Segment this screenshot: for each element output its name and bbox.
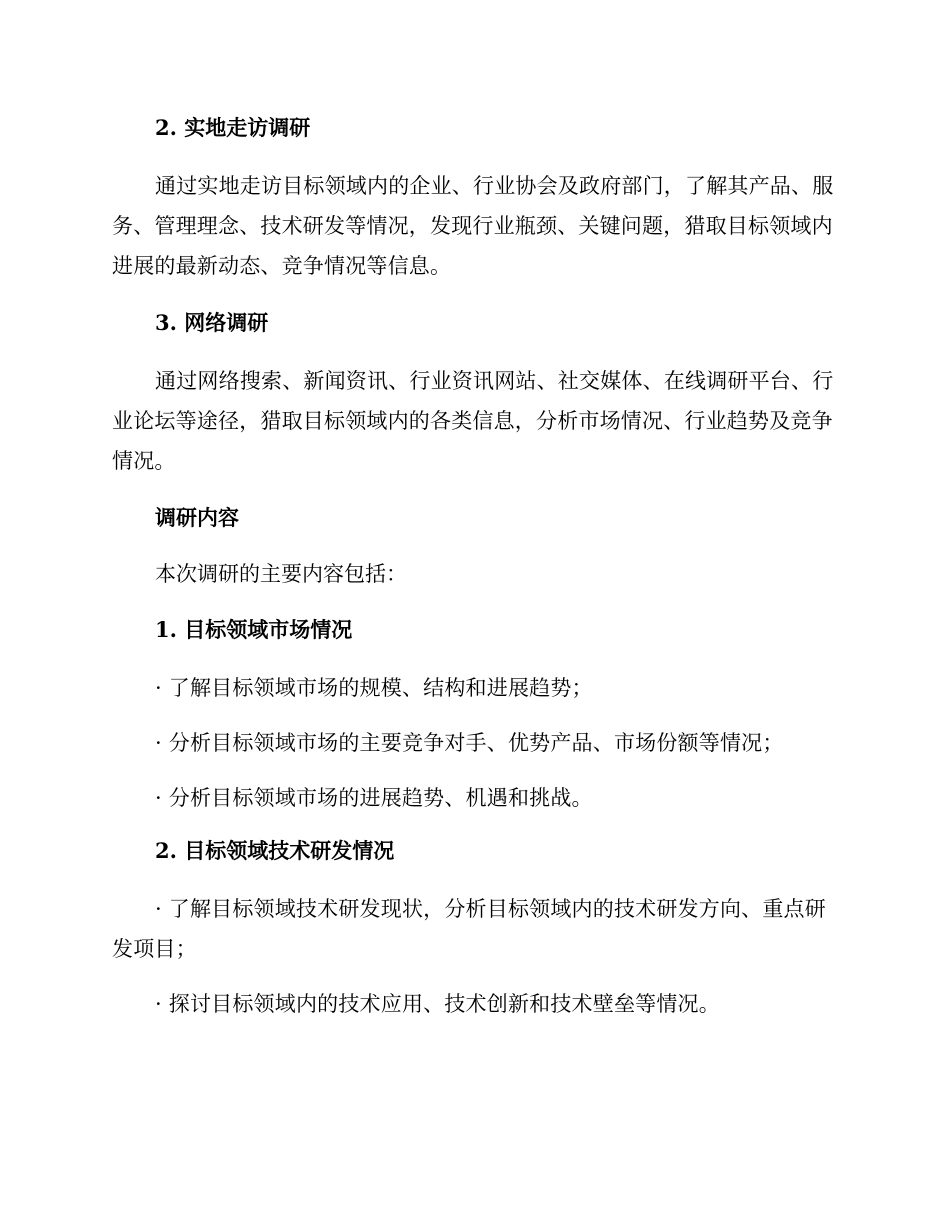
- list-item-tech-2: · 探讨目标领域内的技术应用、技术创新和技术壁垒等情况。: [155, 992, 720, 1016]
- paragraph-online-research: 通过网络搜索、新闻资讯、行业资讯网站、社交媒体、在线调研平台、行业论坛等途径，猎取目标领域内的各类信息，分析市场情况、行业趋势及竞争情况。: [112, 369, 834, 473]
- paragraph-field-visit: 通过实地走访目标领域内的企业、行业协会及政府部门，了解其产品、服务、管理理念、技术研发等情况，发现行业瓶颈、关键问题，猎取目标领域内进展的最新动态、竞争情况等信息。: [112, 174, 834, 278]
- list-item-market-3: · 分析目标领域市场的进展趋势、机遇和挑战。: [155, 786, 593, 810]
- section-heading-content: 调研内容: [155, 505, 239, 530]
- section-heading-online-research: 3. 网络调研: [155, 310, 269, 335]
- section-heading-tech: 2. 目标领域技术研发情况: [155, 838, 395, 863]
- list-item-market-2: · 分析目标领域市场的主要竞争对手、优势产品、市场份额等情况；: [155, 731, 784, 755]
- list-item-market-1: · 了解目标领域市场的规模、结构和进展趋势；: [155, 676, 593, 700]
- list-item-tech-1: · 了解目标领域技术研发现状，分析目标领域内的技术研发方向、重点研发项目；: [112, 897, 826, 961]
- section-heading-market: 1. 目标领域市场情况: [155, 617, 353, 642]
- content-intro: 本次调研的主要内容包括：: [155, 562, 407, 586]
- section-heading-field-visit: 2. 实地走访调研: [155, 115, 311, 140]
